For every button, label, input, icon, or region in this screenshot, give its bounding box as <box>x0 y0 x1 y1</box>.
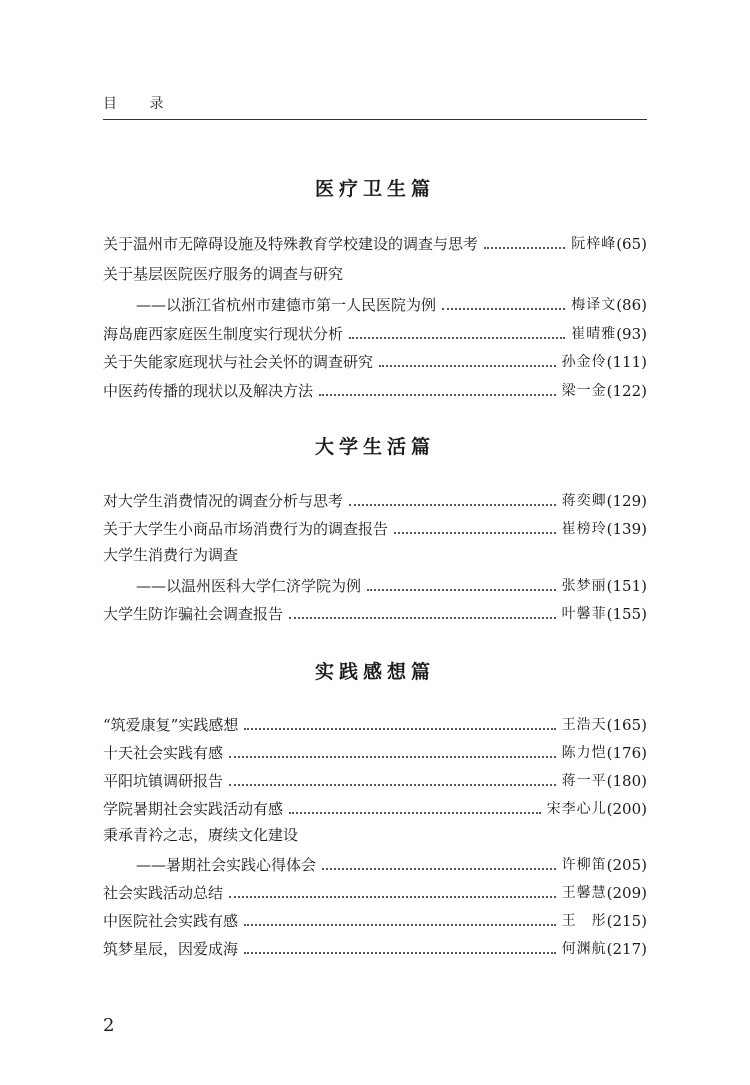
entry-author: 何渊航 <box>561 941 607 957</box>
leader-dots <box>367 589 556 591</box>
entry-title[interactable]: 大学生消费行为调查 <box>103 546 239 564</box>
toc-entry[interactable] <box>103 713 647 735</box>
toc-entry[interactable] <box>103 937 647 959</box>
entry-page: (165) <box>606 716 647 734</box>
entry-page: (65) <box>616 235 647 253</box>
section-title-medical: 医疗卫生篇 <box>314 178 435 200</box>
toc-entry[interactable] <box>103 797 647 819</box>
entry-page: (217) <box>606 940 647 958</box>
leader-dots <box>322 868 556 870</box>
toc-entry[interactable] <box>103 909 647 931</box>
leader-dots <box>442 308 565 310</box>
entry-title: 关于大学生小商品市场消费行为的调查报告 <box>103 520 389 538</box>
entry-author: 蒋一平 <box>561 773 607 789</box>
entry-author: 崔晴雅 <box>571 326 617 342</box>
entry-title: 大学生防诈骗社会调查报告 <box>103 605 284 623</box>
entry-page: (86) <box>616 296 647 314</box>
toc-entry[interactable] <box>103 322 647 344</box>
entry-author: 崔榜玲 <box>561 521 607 537</box>
entry-page: (200) <box>606 800 647 818</box>
leader-dots <box>244 924 556 926</box>
entry-title: 平阳坑镇调研报告 <box>103 772 224 790</box>
leader-dots <box>229 896 556 898</box>
entry-author: 许柳笛 <box>561 857 607 873</box>
leader-dots <box>319 394 556 396</box>
leader-dots <box>349 337 565 339</box>
entry-title: “筑爱康复”实践感想 <box>103 716 239 734</box>
entry-title[interactable]: 秉承青衿之志，赓续文化建设 <box>103 826 299 844</box>
entry-title: 中医院社会实践有感 <box>103 912 239 930</box>
entry-author: 宋李心儿 <box>546 801 607 817</box>
entry-author: 张梦丽 <box>561 578 607 594</box>
leader-dots <box>244 952 556 954</box>
toc-entry[interactable] <box>103 741 647 763</box>
entry-page: (139) <box>606 520 647 538</box>
leader-dots <box>289 617 556 619</box>
running-header <box>103 93 647 120</box>
entry-author: 王 彤 <box>561 913 607 929</box>
entry-page: (180) <box>606 772 647 790</box>
entry-subtitle: ——以温州医科大学仁济学院为例 <box>136 577 362 595</box>
entry-page: (111) <box>606 353 647 371</box>
entry-author: 王馨慧 <box>561 885 607 901</box>
section-title-practice: 实践感想篇 <box>314 661 435 683</box>
entry-author: 阮梓峰 <box>571 236 617 252</box>
entry-page: (155) <box>606 605 647 623</box>
leader-dots <box>229 784 556 786</box>
toc-entry[interactable] <box>136 574 647 596</box>
leader-dots <box>289 812 541 814</box>
entry-page: (215) <box>606 912 647 930</box>
entry-title: 社会实践活动总结 <box>103 884 224 902</box>
entry-page: (151) <box>606 577 647 595</box>
toc-entry[interactable] <box>103 769 647 791</box>
entry-title: 对大学生消费情况的调查分析与思考 <box>103 492 344 510</box>
toc-entry[interactable] <box>136 293 647 315</box>
entry-page: (93) <box>616 325 647 343</box>
entry-title: 筑梦星辰，因爱成海 <box>103 940 239 958</box>
entry-title: 关于温州市无障碍设施及特殊教育学校建设的调查与思考 <box>103 235 479 253</box>
entry-author: 孙金伶 <box>561 354 607 370</box>
entry-page: (129) <box>606 492 647 510</box>
entry-page: (209) <box>606 884 647 902</box>
header-title: 目 录 <box>103 96 178 112</box>
section-title-college-life: 大学生活篇 <box>314 436 435 458</box>
entry-title: 十天社会实践有感 <box>103 744 224 762</box>
toc-entry[interactable] <box>103 602 647 624</box>
entry-author: 梁一金 <box>561 383 607 399</box>
toc-entry[interactable] <box>103 881 647 903</box>
toc-entry[interactable] <box>103 517 647 539</box>
toc-entry[interactable] <box>103 379 647 401</box>
toc-entry[interactable] <box>103 232 647 254</box>
entry-author: 叶馨菲 <box>561 606 607 622</box>
leader-dots <box>394 532 556 534</box>
leader-dots <box>229 756 556 758</box>
entry-title: 海岛鹿西家庭医生制度实行现状分析 <box>103 325 344 343</box>
leader-dots <box>349 504 556 506</box>
toc-entry[interactable] <box>136 853 647 875</box>
entry-author: 梅译文 <box>571 297 617 313</box>
leader-dots <box>379 365 556 367</box>
entry-page: (205) <box>606 856 647 874</box>
entry-title: 关于失能家庭现状与社会关怀的调查研究 <box>103 353 374 371</box>
entry-title[interactable]: 关于基层医院医疗服务的调查与研究 <box>103 265 344 283</box>
leader-dots <box>244 728 555 730</box>
leader-dots <box>484 247 565 249</box>
entry-author: 陈力恺 <box>561 745 607 761</box>
toc-entry[interactable] <box>103 350 647 372</box>
entry-author: 蒋奕卿 <box>561 493 607 509</box>
page-number: 2 <box>103 1015 115 1036</box>
toc-entry[interactable] <box>103 489 647 511</box>
entry-title: 学院暑期社会实践活动有感 <box>103 800 284 818</box>
entry-subtitle: ——以浙江省杭州市建德市第一人民医院为例 <box>136 296 437 314</box>
entry-subtitle: ——暑期社会实践心得体会 <box>136 856 317 874</box>
entry-title: 中医药传播的现状以及解决方法 <box>103 382 314 400</box>
entry-page: (122) <box>606 382 647 400</box>
entry-page: (176) <box>606 744 647 762</box>
entry-author: 王浩天 <box>561 717 607 733</box>
